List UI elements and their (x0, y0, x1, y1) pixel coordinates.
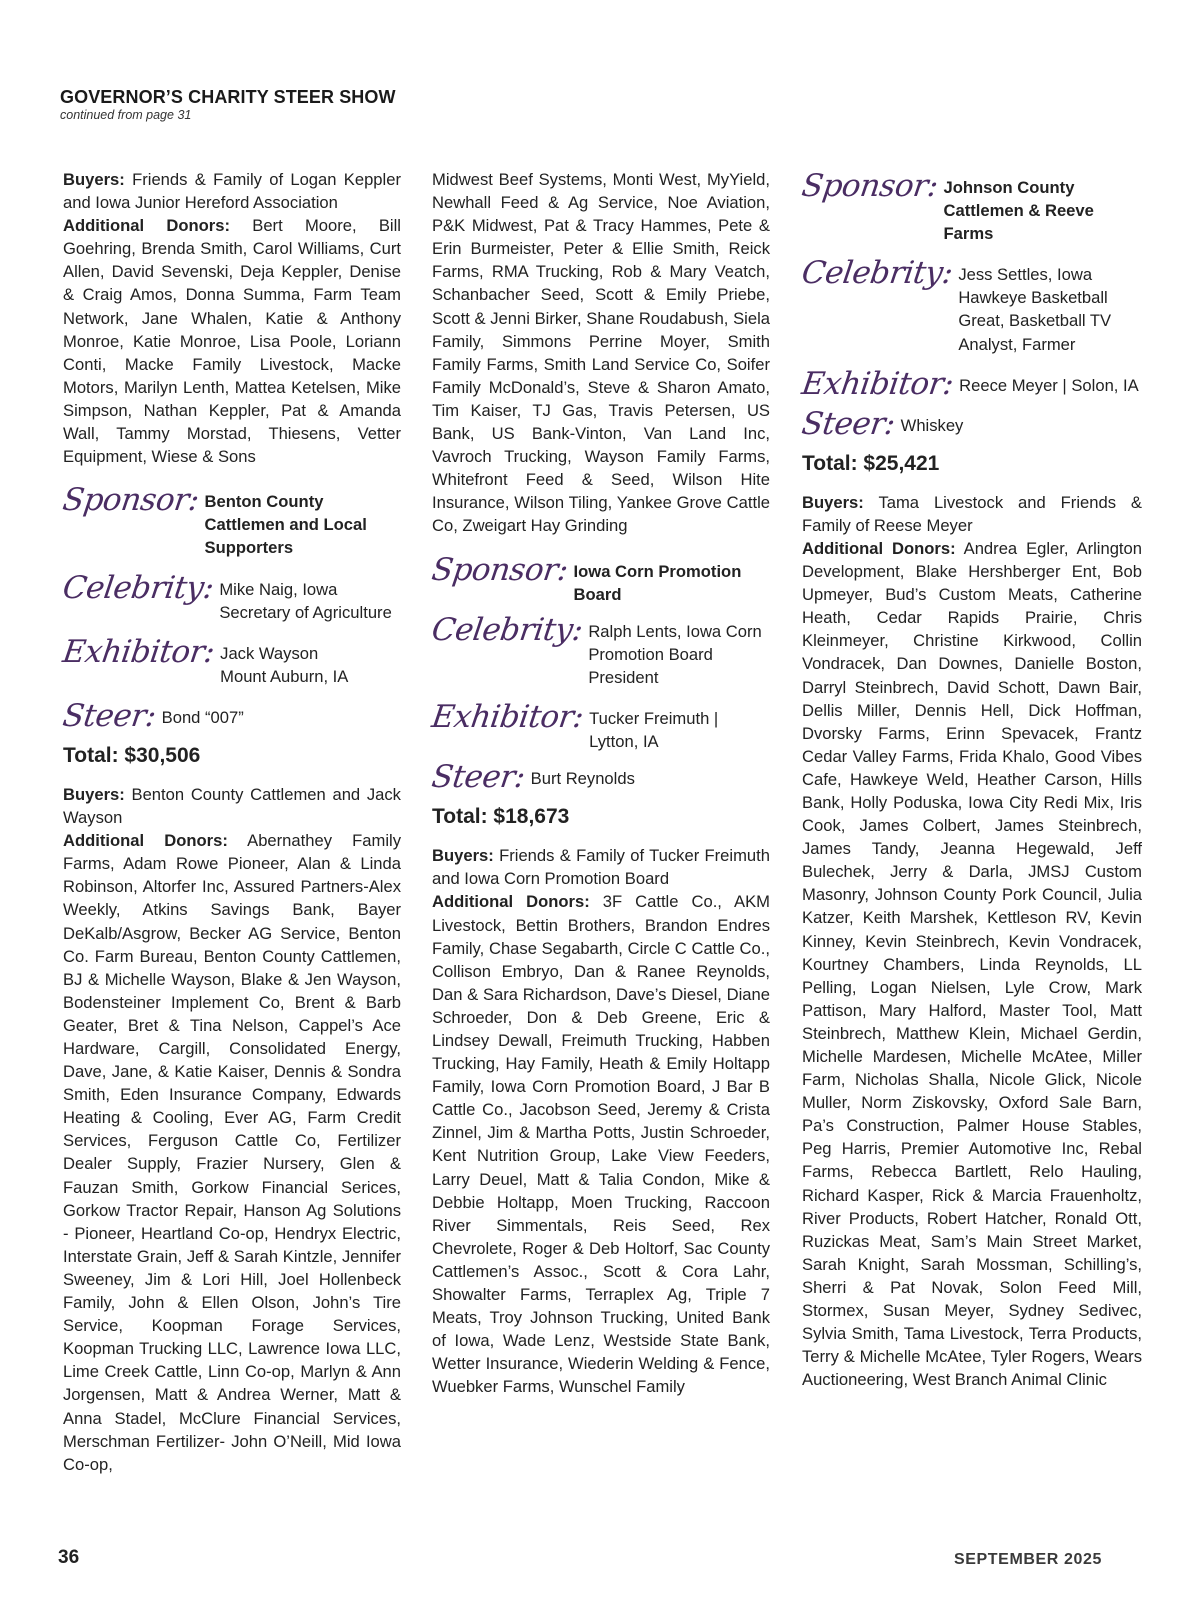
sponsor-entry (799, 168, 1142, 245)
sponsor-name: Benton County Cattlemen and Local Supporters (204, 492, 367, 558)
steer-label: Steer: (429, 759, 528, 796)
donors-paragraph (432, 890, 770, 1398)
steer-name: Burt Reynolds (530, 769, 635, 789)
exhibitor-label: Exhibitor: (60, 633, 217, 670)
sponsor-label: Sponsor: (60, 482, 202, 519)
donors-label: Additional Donors: (802, 538, 956, 558)
exhibitor-entry (60, 633, 401, 688)
donors-text: Andrea Egler, Arlington Development, Blake Hershberger Ent, Bob Upmeyer, Bud’s Custom Meats, Catherine Heath, Cedar Rapids Prairie, Chris Kleinmeyer, Christine Kirkwood, Collin Vondracek, Dan Downes, Danielle Boston, Darryl Steinbrech, David Schott, Dawn Bair, Dellis Miller, Dennis Hell, Dick Hoffman, Dvorsky Farms, Erinn Spevacek, Frantz Cedar Valley Farms, Frida Khalo, Good Vibes Cafe, Hawkeye Weld, Heather Carson, Hills Bank, Holly Poduska, Iowa City Redi Mix, Iris Cook, James Colbert, James Steinbrech, James Tandy, Jeanna Hegewald, Jeff Bulechek, Jerry & Darla, JMSJ Custom Masonry, Johnson County Pork Council, Julia Katzer, Keith Marshek, Kettleson RV, Kevin Kinney, Kevin Steinbrech, Kevin Vondracek, Kourtney Chambers, Linda Reynolds, LL Pelling, Logan Nielsen, Lyle Crow, Mark Pattison, Mary Halford, Master Tool, Matt Steinbrech, Matthew Klein, Michael Gerdin, Michelle Mardesen, Michelle McAtee, Miller Farm, Nicholas Shalla, Nicole Glick, Nicole Muller, Norm Ziskovsky, Oxford Sale Barn, Pa’s Construction, Palmer House Stables, Peg Harris, Premier Automotive Inc, Rebal Farms, Rebecca Bartlett, Relo Hauling, Richard Kasper, Rick & Marcia Frauenholtz, River Products, Robert Hatcher, Ronald Ott, Ruzickas Meat, Sam’s Main Street Market, Sarah Knight, Sarah Mossman, Schilling’s, Sherri & Pat Novak, Solon Feed Mill, Stormex, Susan Meyer, Sydney Sedivec, Sylvia Smith, Tama Livestock, Terra Products, Terry & Michelle McAtee, Tyler Rogers, Wears Auctioneering, West Branch Animal Clinic (802, 538, 1142, 1390)
donors-paragraph (802, 537, 1142, 1391)
exhibitor-info (214, 634, 348, 688)
steer-entry (429, 759, 770, 796)
sponsor-name: Iowa Corn Promotion Board (573, 561, 742, 604)
donors-continued: Midwest Beef Systems, Monti West, MyYield, Newhall Feed & Ag Service, Noe Aviation, P&K Midwest, Pat & Tracy Hammes, Pete & Erin Burmeister, Peter & Ellie Smith, Reick Farms, RMA Trucking, Rob & Mary Veatch, Schanbacher Seed, Scott & Emily Priebe, Scott & Jenni Birker, Shane Roudabush, Siela Family, Simmons Perrine Moyer, Smith Family Farms, Smith Land Service Co, Soifer Family McDonald’s, Steve & Sharon Amato, Tim Kaiser, TJ Gas, Travis Petersen, US Bank, US Bank-Vinton, Van Land Inc, Vavroch Trucking, Wayson Family Farms, Whitefront Feed & Seed, Wilson Hite Insurance, Wilson Tiling, Yankee Grove Cattle Co, Zweigart Hay Grinding (432, 170, 770, 536)
exhibitor-entry (429, 698, 770, 753)
buyers-label: Buyers: (63, 170, 125, 189)
steer-name: Whiskey (900, 415, 964, 435)
donors-label: Additional Donors: (63, 831, 228, 851)
steer-entry (60, 697, 401, 734)
buyers-text: Tama Livestock and Friends & Family of Reese Meyer (802, 492, 1142, 535)
donors-text: Bert Moore, Bill Goehring, Brenda Smith, Carol Williams, Curt Allen, David Sevenski, Deja Keppler, Denise & Craig Amos, Donna Summa, Farm Team Network, Jane Whalen, Katie & Anthony Monroe, Katie Monroe, Lisa Poole, Loriann Conti, Macke Family Livestock, Macke Motors, Marilyn Lenth, Mattea Ketelsen, Mike Simpson, Nathan Keppler, Pat & Amanda Wall, Tammy Morstad, Thiesens, Vetter Equipment, Wiese & Sons (63, 216, 401, 467)
buyers-paragraph (63, 783, 401, 829)
sponsor-label: Sponsor: (429, 551, 571, 588)
exhibitor-label: Exhibitor: (799, 365, 956, 402)
exhibitor-name: Tucker Freimuth | Lytton, IA (589, 708, 719, 752)
page-title: GOVERNOR’S CHARITY STEER SHOW (60, 87, 396, 107)
donors-paragraph (63, 214, 401, 468)
buyers-label: Buyers: (63, 784, 125, 804)
steer-label: Steer: (799, 405, 898, 442)
donors-label: Additional Donors: (63, 216, 230, 236)
celebrity-label: Celebrity: (429, 611, 585, 648)
buyers-text: Friends & Family of Logan Keppler and Iowa Junior Hereford Association (63, 170, 401, 213)
buyers-paragraph (802, 491, 1142, 537)
donors-paragraph (63, 829, 401, 1476)
exhibitor-entry (799, 365, 1142, 402)
celebrity-label: Celebrity: (799, 255, 955, 292)
buyers-paragraph (63, 168, 401, 214)
celebrity-entry (799, 255, 1142, 355)
column-1 (60, 168, 402, 1476)
steer-entry (799, 405, 1142, 442)
celebrity-name: Ralph Lents, Iowa Corn Promotion Board President (588, 621, 762, 687)
buyers-paragraph (432, 844, 770, 890)
steer-name: Bond “007” (161, 707, 244, 727)
exhibitor-place: Mount Auburn, IA (220, 666, 349, 686)
sponsor-label: Sponsor: (799, 168, 941, 204)
celebrity-name: Mike Naig, Iowa Secretary of Agriculture (219, 579, 392, 622)
column-2 (429, 168, 770, 1399)
exhibitor-name: Jack Wayson (220, 643, 319, 663)
steer-label: Steer: (60, 697, 159, 734)
celebrity-name: Jess Settles, Iowa Hawkeye Basketball Great, Basketball TV Analyst, Farmer (958, 265, 1112, 354)
total-amount: Total: $30,506 (63, 743, 201, 767)
column-3 (799, 168, 1142, 1391)
continued-note: continued from page 31 (60, 108, 192, 122)
sponsor-name: Johnson County Cattlemen & Reeve Farms (943, 178, 1094, 244)
total-amount: Total: $18,673 (432, 805, 570, 829)
exhibitor-name: Reece Meyer | Solon, IA (959, 375, 1139, 395)
celebrity-entry (429, 611, 770, 689)
exhibitor-label: Exhibitor: (429, 698, 586, 735)
page-header (60, 87, 396, 122)
page-number: 36 (58, 1547, 80, 1568)
issue-date: SEPTEMBER 2025 (953, 1551, 1102, 1568)
donors-text: 3F Cattle Co., AKM Livestock, Bettin Brothers, Brandon Endres Family, Chase Segabarth, Circle C Cattle Co., Collison Embryo, Dan & Ranee Reynolds, Dan & Sara Richardson, Dave’s Diesel, Diane Schroeder, Don & Deb Greene, Eric & Lindsey Dewall, Freimuth Trucking, Habben Trucking, Hay Family, Heath & Emily Holtapp Family, Iowa Corn Promotion Board, J Bar B Cattle Co., Jacobson Seed, Jeremy & Crista Zinnel, Jim & Martha Potts, Justin Schroeder, Kent Nutrition Group, Lake View Feeders, Larry Deuel, Matt & Talia Condon, Mike & Debbie Holtapp, Moen Trucking, Raccoon River Simmentals, Reis Seed, Rex Chevrolete, Roger & Deb Holtorf, Sac County Cattlemen’s Assoc., Scott & Cora Lahr, Showalter Farms, Terraplex Ag, Triple 7 Meats, Troy Johnson Trucking, United Bank of Iowa, Wade Lenz, Westside State Bank, Wetter Insurance, Wiederin Welding & Fence, Wuebker Farms, Wunschel Family (432, 892, 770, 1397)
sponsor-entry (429, 551, 770, 606)
sponsor-entry (60, 482, 401, 559)
buyers-label: Buyers: (432, 846, 494, 866)
total-amount: Total: $25,421 (802, 451, 940, 475)
buyers-text: Benton County Cattlemen and Jack Wayson (63, 784, 401, 828)
celebrity-entry (60, 569, 401, 624)
buyers-text: Friends & Family of Tucker Freimuth and Iowa Corn Promotion Board (432, 846, 770, 889)
donors-text: Abernathey Family Farms, Adam Rowe Pioneer, Alan & Linda Robinson, Altorfer Inc, Assured Partners-Alex Weekly, Atkins Savings Bank, Bayer DeKalb/Asgrow, Becker AG Service, Benton Co. Farm Bureau, Benton County Cattlemen, BJ & Michelle Wayson, Blake & Jen Wayson, Bodensteiner Implement Co, Brent & Barb Geater, Bret & Tina Nelson, Cappel’s Ace Hardware, Cargill, Consolidated Energy, Dave, Jane, & Katie Kaiser, Dennis & Sondra Smith, Eden Insurance Company, Edwards Heating & Cooling, Ever AG, Farm Credit Services, Ferguson Cattle Co, Fertilizer Dealer Supply, Frazier Nursery, Glen & Fauzan Smith, Gorkow Financial Serices, Gorkow Tractor Repair, Hanson Ag Solutions - Pioneer, Heartland Co-op, Hendryx Electric, Interstate Grain, Jeff & Sarah Kintzle, Jennifer Sweeney, Jim & Lori Hill, Joel Hollenbeck Family, John & Ellen Olson, John’s Tire Service, Koopman Forage Services, Koopman Trucking LLC, Lawrence Iowa LLC, Lime Creek Cattle, Linn Co-op, Marlyn & Ann Jorgensen, Matt & Andrea Werner, Matt & Anna Stadel, McClure Financial Services, Merschman Fertilizer- John O’Neill, Mid Iowa Co-op, (63, 831, 402, 1474)
donors-label: Additional Donors: (432, 892, 590, 912)
buyers-label: Buyers: (802, 492, 864, 512)
celebrity-label: Celebrity: (60, 569, 216, 606)
